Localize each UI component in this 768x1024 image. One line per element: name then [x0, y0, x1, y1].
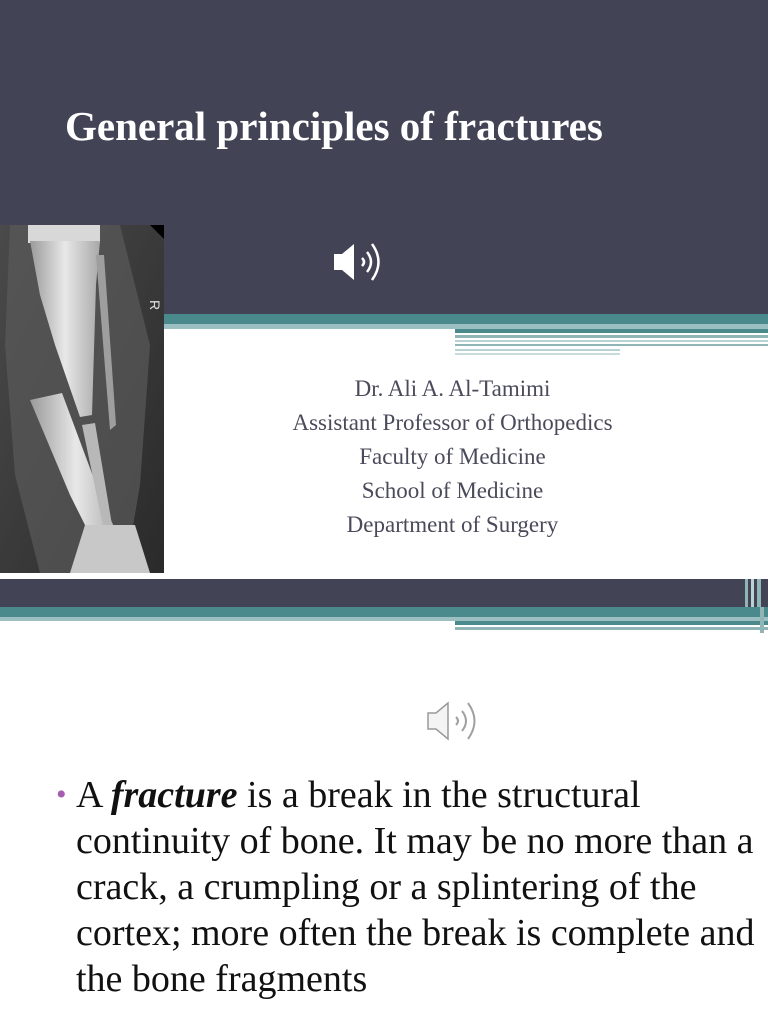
slide-top-band: [0, 579, 768, 607]
author-department: Department of Surgery: [346, 512, 559, 537]
bullet-item: [56, 772, 756, 1002]
bullet-term: fracture: [110, 774, 238, 816]
speaker-icon[interactable]: [330, 238, 392, 291]
author-name: Dr. Ali A. Al-Tamimi: [354, 376, 551, 401]
xray-image: [0, 225, 164, 573]
author-position: Assistant Professor of Orthopedics: [292, 410, 613, 435]
bullet-text: [76, 772, 756, 1002]
author-school: School of Medicine: [361, 478, 544, 503]
top-band-stripes: [0, 607, 768, 633]
bullet-lead: A: [76, 774, 111, 816]
xray-illustration: [0, 225, 164, 573]
author-faculty: Faculty of Medicine: [359, 444, 546, 469]
xray-marker: R: [147, 300, 163, 311]
author-block: [165, 372, 740, 542]
bullet-rest: is a break in the structural continuity of bone. It may be no more than a crack, a crumpling or a splintering of the cortex; more often the break is complete and the bone fragments: [76, 774, 755, 1000]
slide-title: General principles of fractures: [65, 103, 603, 149]
bullet-marker: •: [56, 778, 67, 811]
content-slide: [0, 579, 768, 1024]
speaker-icon[interactable]: [424, 696, 488, 751]
